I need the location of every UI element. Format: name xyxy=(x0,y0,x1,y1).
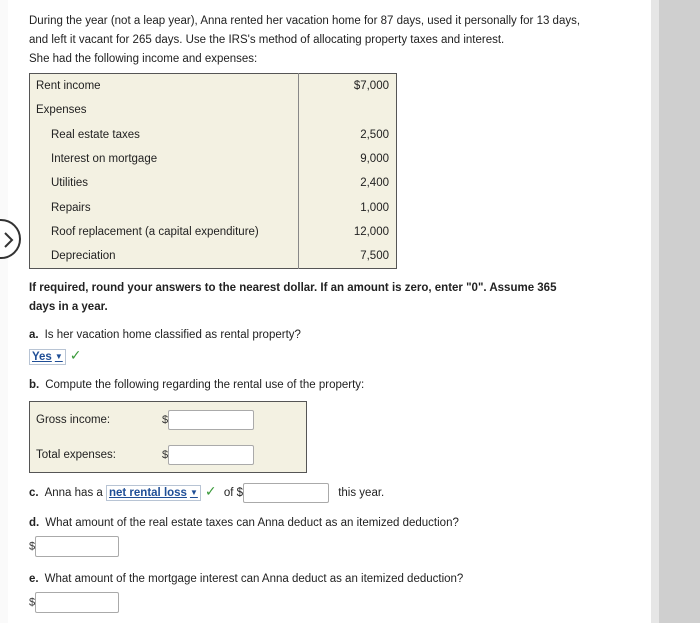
question-c xyxy=(29,483,384,503)
question-text: What amount of the real estate taxes can Anna deduct as an itemized deduction? xyxy=(45,517,459,529)
table-row xyxy=(30,171,397,195)
gross-income-input[interactable] xyxy=(168,410,254,430)
question-letter: c. xyxy=(29,487,39,500)
checkmark-icon: ✓ xyxy=(69,347,82,363)
expense-label: Real estate taxes xyxy=(51,128,140,141)
table-row xyxy=(30,123,397,147)
dropdown-value: Yes xyxy=(32,351,52,363)
expense-value: 12,000 xyxy=(299,220,397,244)
table-row xyxy=(30,195,397,219)
expense-value: 2,400 xyxy=(299,171,397,195)
real-estate-deduction-input[interactable] xyxy=(35,536,119,557)
currency-symbol: $ xyxy=(162,413,169,426)
expense-value: 1,000 xyxy=(299,195,397,219)
question-prefix: Anna has a xyxy=(44,487,103,500)
currency-symbol: $ xyxy=(162,448,169,461)
table-row-expenses xyxy=(30,98,397,122)
table-row xyxy=(30,147,397,171)
table-row xyxy=(30,220,397,244)
expense-label: Depreciation xyxy=(51,250,116,263)
intro-line-2: and left it vacant for 265 days. Use the IRS's method of allocating property taxes and interest. xyxy=(29,34,505,46)
answer-a xyxy=(29,347,81,365)
question-letter: a. xyxy=(29,329,39,341)
expense-value: 9,000 xyxy=(299,147,397,171)
chevron-right-icon xyxy=(3,232,15,248)
expense-label: Utilities xyxy=(51,177,89,190)
question-e xyxy=(29,573,463,585)
expense-label: Roof replacement (a capital expenditure) xyxy=(51,225,259,238)
rent-income-value: $7,000 xyxy=(299,74,397,99)
answer-e xyxy=(29,592,119,613)
intro-line-1: During the year (not a leap year), Anna rented her vacation home for 87 days, used it personally for 13 days, xyxy=(29,15,581,27)
table-row xyxy=(30,244,397,269)
answer-d xyxy=(29,536,119,557)
caret-down-icon: ▼ xyxy=(189,488,198,498)
table-row-rent xyxy=(30,74,397,99)
expense-value: 2,500 xyxy=(299,123,397,147)
instructions xyxy=(29,279,641,317)
right-scroll-area xyxy=(651,0,700,623)
question-text: Is her vacation home classified as rental property? xyxy=(44,329,301,341)
problem-statement xyxy=(29,12,641,69)
mortgage-interest-deduction-input[interactable] xyxy=(35,592,119,613)
prev-nav-button[interactable] xyxy=(0,219,21,259)
question-letter: e. xyxy=(29,573,39,585)
caret-down-icon: ▼ xyxy=(54,352,63,361)
net-rental-amount-input[interactable] xyxy=(243,483,329,503)
currency-symbol: $ xyxy=(29,596,36,609)
net-rental-dropdown[interactable] xyxy=(106,485,201,501)
expense-label: Interest on mortgage xyxy=(51,153,158,166)
expense-value: 7,500 xyxy=(299,244,397,269)
instructions-line-1: If required, round your answers to the nearest dollar. If an amount is zero, enter "0". Assume 365 xyxy=(29,282,557,294)
question-letter: b. xyxy=(29,379,40,391)
rental-property-dropdown[interactable] xyxy=(29,349,66,365)
instructions-line-2: days in a year. xyxy=(29,301,108,313)
question-text: What amount of the mortgage interest can Anna deduct as an itemized deduction? xyxy=(44,573,464,585)
income-expense-table xyxy=(29,73,397,269)
rental-use-table xyxy=(29,401,307,473)
of-label: of $ xyxy=(223,487,243,500)
total-expenses-input[interactable] xyxy=(168,445,254,465)
intro-line-3: She had the following income and expenses: xyxy=(29,53,258,65)
checkmark-icon: ✓ xyxy=(204,483,217,500)
table-row xyxy=(30,437,307,473)
dropdown-value: net rental loss xyxy=(108,487,187,500)
question-b xyxy=(29,379,364,391)
left-margin xyxy=(0,0,8,623)
currency-symbol: $ xyxy=(29,540,36,553)
rent-income-label: Rent income xyxy=(36,80,101,93)
total-expenses-label: Total expenses: xyxy=(36,448,116,461)
question-a xyxy=(29,329,301,341)
gross-income-label: Gross income: xyxy=(36,413,111,426)
question-suffix: this year. xyxy=(338,487,385,500)
question-text: Compute the following regarding the rental use of the property: xyxy=(45,379,365,391)
question-d xyxy=(29,517,459,529)
expense-label: Repairs xyxy=(51,201,91,214)
expenses-label: Expenses xyxy=(36,104,87,117)
question-letter: d. xyxy=(29,517,40,529)
table-row xyxy=(30,402,307,438)
